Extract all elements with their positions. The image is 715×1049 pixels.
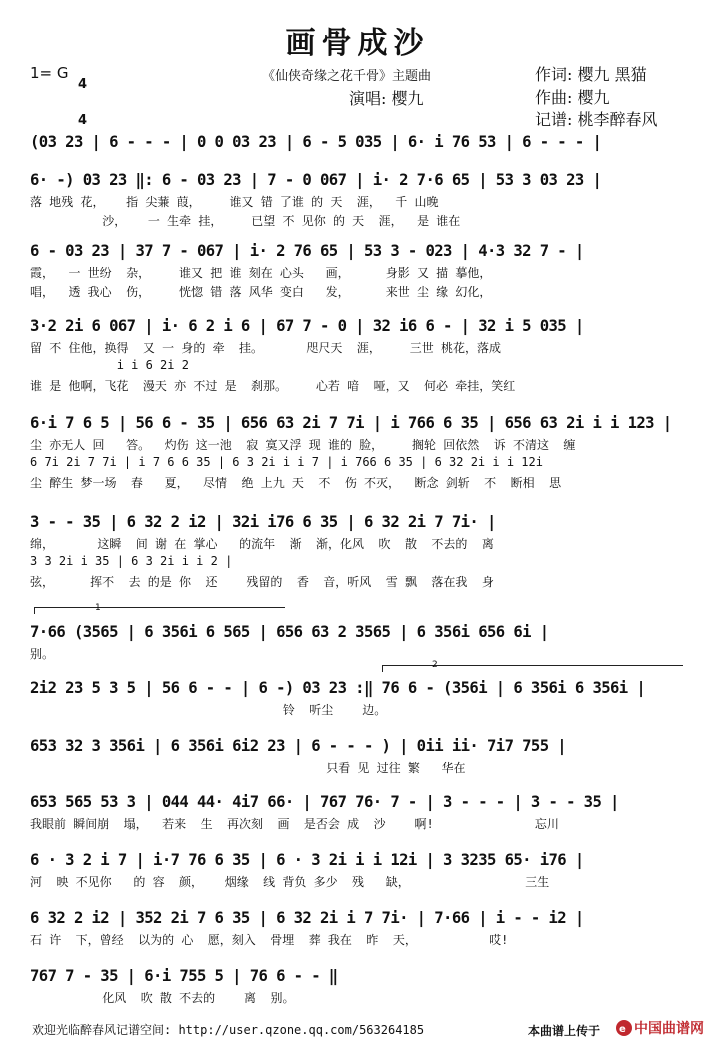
lyric-line: i i 6 2i 2 (30, 358, 189, 372)
lyric-line: 留 不 住他，换得 又 一 身的 牵 挂。 咫尺天 涯， 三世 桃花，落成 (30, 341, 501, 355)
lyric-line: 绵， 这瞬 间 谢 在 掌心 的流年 渐 渐，化风 吹 散 不去的 离 (30, 537, 494, 551)
notation-line: 767 7 - 35 | 6·i 755 5 | 76 6 - - ‖ (30, 967, 338, 985)
lyric-line: 谁 是 他啊，飞花 漫天 亦 不过 是 刹那。 心若 喑 哑，又 何必 牵挂，笑红 (30, 379, 516, 393)
notation-line: 6 · 3 2 i 7 | i·7 76 6 35 | 6 · 3 2i i i 12i | 3 3235 65· i76 | (30, 851, 584, 869)
lyric-line: 铃 听尘 边。 (30, 703, 387, 717)
lyric-line: 落 地残 花， 指 尖蒹 葭， 谁又 错 了谁 的 天 涯， 千 山晚 (30, 195, 439, 209)
page-title: 画骨成沙 (285, 26, 430, 61)
lyric-line: 化风 吹 散 不去的 离 别。 (30, 991, 295, 1005)
time-signature (78, 55, 87, 139)
notation-line: 6·i 7 6 5 | 56 6 - 35 | 656 63 2i 7 7i | i 766 6 35 | 656 63 2i i i 123 | (30, 414, 672, 432)
notation-line: 6· -) 03 23 ‖: 6 - 03 23 | 7 - 0 067 | i· 2 7·6 65 | 53 3 03 23 | (30, 171, 602, 189)
lyric-line: 霞， 一 世纷 杂， 谁又 把 谁 刻在 心头 画， 身影 又 描 摹他， (30, 266, 492, 280)
notation-line: 3 - - 35 | 6 32 2 i2 | 32i i76 6 35 | 6 32 2i 7 7i· | (30, 513, 496, 531)
notation-line: 653 565 53 3 | 044 44· 4i7 66· | 767 76· 7 - | 3 - - - | 3 - - 35 | (30, 793, 619, 811)
notation-line: 3·2 2i 6 067 | i· 6 2 i 6 | 67 7 - 0 | 32 i6 6 - | 32 i 5 035 | (30, 317, 584, 335)
volta-1-number: 1 (95, 603, 101, 613)
lyric-line: 唱， 透 我心 伤， 恍惚 错 落 风华 变白 发， 来世 尘 缘 幻化， (30, 285, 492, 299)
composer-credit: 作曲: 樱九 (535, 88, 610, 107)
notation-line: 653 32 3 356i | 6 356i 6i2 23 | 6 - - - ) | 0ii ii· 7i7 755 | (30, 737, 567, 755)
footer-upload: 本曲谱上传于 (528, 1024, 601, 1038)
volta-1 (34, 607, 285, 614)
volta-2 (382, 665, 683, 672)
lyric-line: 我眼前 瞬间崩 塌， 若来 生 再次刻 画 是否会 成 沙 啊! 忘川 (30, 817, 559, 831)
lyric-line: 石 许 下，曾经 以为的 心 愿，刻入 骨埋 葬 我在 昨 天， 哎! (30, 933, 509, 947)
svg-text:e: e (619, 1024, 626, 1035)
site-logo (614, 1017, 704, 1039)
key-signature: 1= G (30, 64, 69, 82)
singer: 演唱: 樱九 (349, 89, 424, 108)
subtitle: 《仙侠奇缘之花千骨》主题曲 (262, 69, 432, 84)
footer-visit: 欢迎光临醉春风记谱空间: http://user.qzone.qq.com/563264185 (32, 1023, 425, 1037)
logo-text: 中国曲谱网 (634, 1021, 704, 1037)
lyric-line: 沙， 一 生牵 挂， 已望 不 见你 的 天 涯， 是 谁在 (30, 214, 461, 228)
notation-line: 6 32 2 i2 | 352 2i 7 6 35 | 6 32 2i i 7 7i· | 7·66 | i - - i2 | (30, 909, 584, 927)
volta-2-number: 2 (432, 660, 438, 670)
lyric-line: 弦， 挥不 去 的是 你 还 残留的 香 音，听风 雪 飘 落在我 身 (30, 575, 494, 589)
notation-line: 6 - 03 23 | 37 7 - 067 | i· 2 76 65 | 53 3 - 023 | 4·3 32 7 - | (30, 242, 584, 260)
transcriber-credit: 记谱: 桃李醉春风 (535, 110, 658, 129)
notation-line: 2i2 23 5 3 5 | 56 6 - - | 6 -) 03 23 :‖ 76 6 - (356i | 6 356i 6 356i | (30, 679, 646, 697)
notation-line: 7·66 (3565 | 6 356i 6 565 | 656 63 2 3565 | 6 356i 656 6i | (30, 623, 549, 641)
lyric-line: 尘 醉生 梦一场 春 夏， 尽情 绝 上九 天 不 伤 不灭， 断念 剑斩 不 断相 思 (30, 476, 562, 490)
notation-line: (03 23 | 6 - - - | 0 0 03 23 | 6 - 5 035 | 6· i 76 53 | 6 - - - | (30, 133, 602, 151)
lyricist-credit: 作词: 樱九 黑猫 (535, 65, 647, 84)
lyric-line: 3 3 2i i 35 | 6 3 2i i i 2 | (30, 554, 233, 568)
lyric-line: 河 映 不见你 的 容 颜， 烟缘 线 背负 多少 残 缺， 三生 (30, 875, 550, 889)
lyric-line: 只看 见 过往 繁 华在 (30, 761, 466, 775)
lyric-line: 6 7i 2i 7 7i | i 7 6 6 35 | 6 3 2i i i 7 | i 766 6 35 | 6 32 2i i i 12i (30, 455, 543, 469)
meter-bottom: 4 (78, 113, 88, 128)
meter-top: 4 (78, 77, 88, 92)
lyric-line: 尘 亦无人 回 答。 灼伤 这一池 寂 寞又浮 现 谁的 脸， 搁轮 回依然 诉 不清这 缠 (30, 438, 576, 452)
lyric-line: 别。 (30, 647, 55, 661)
